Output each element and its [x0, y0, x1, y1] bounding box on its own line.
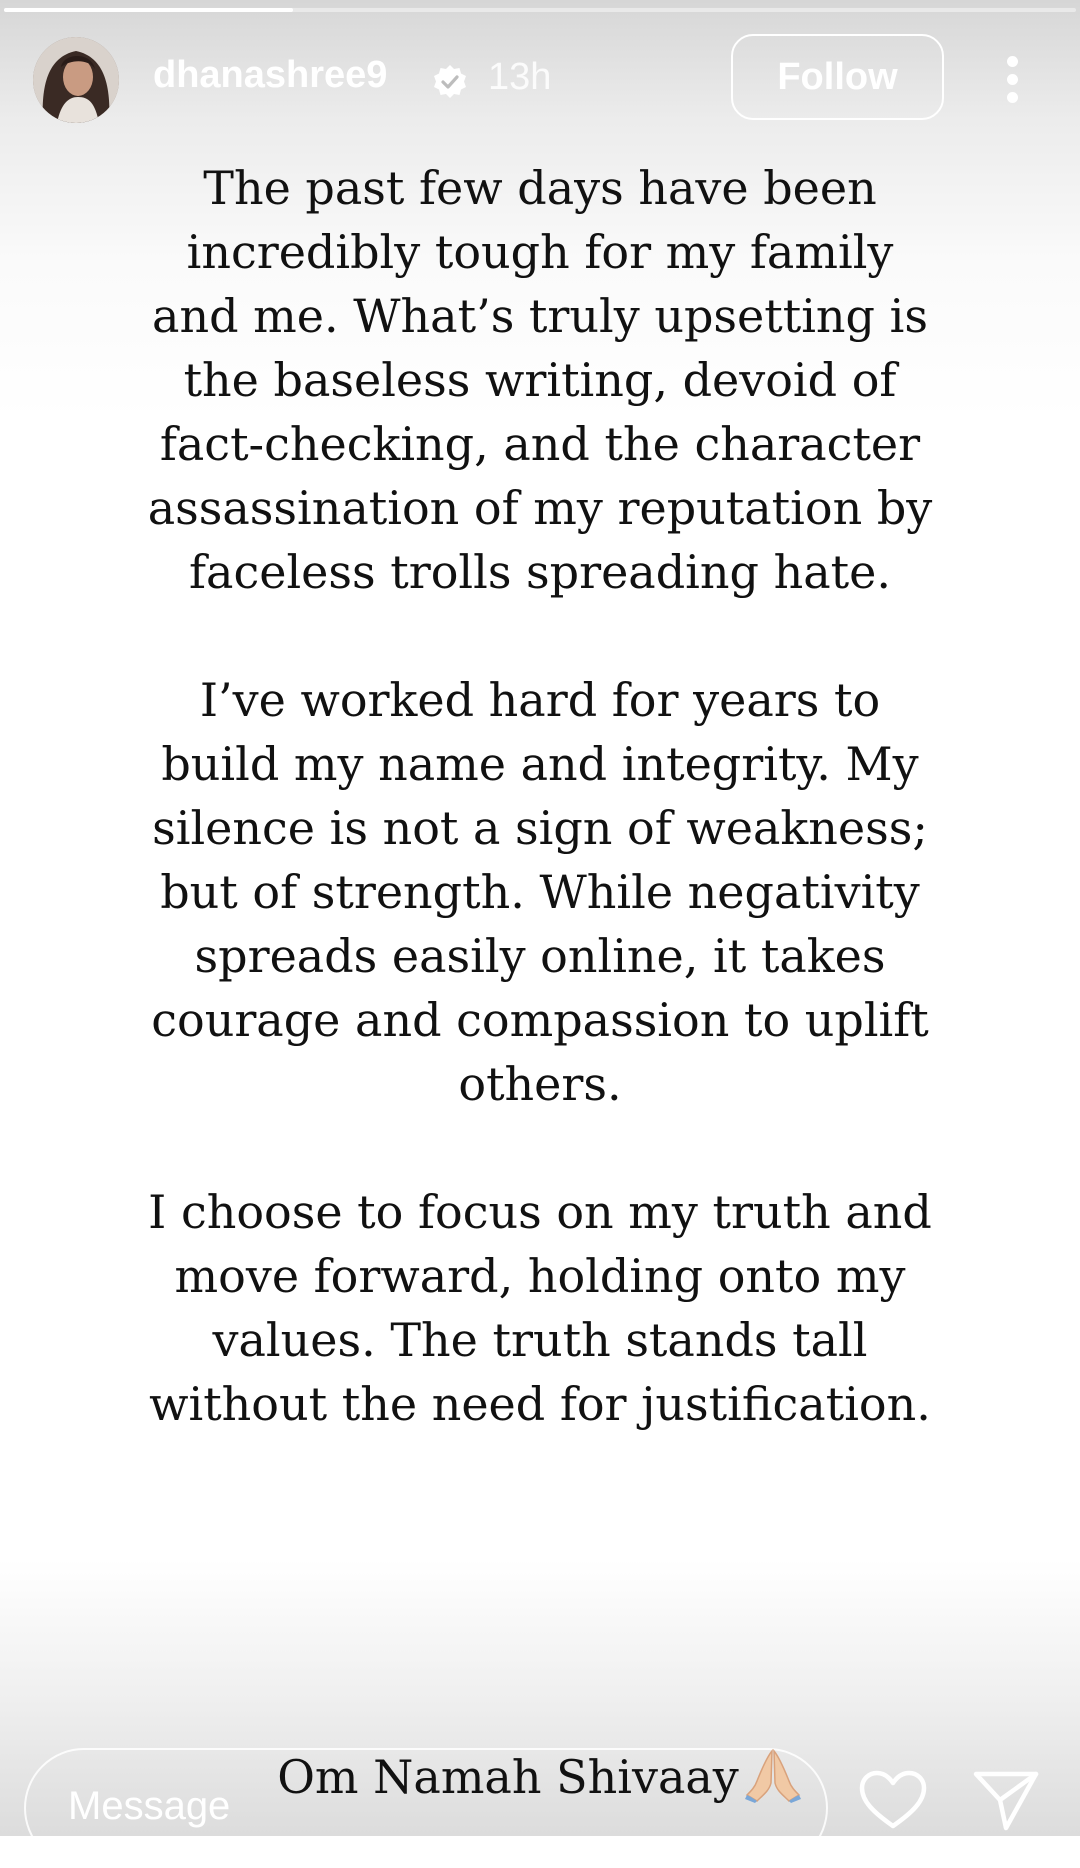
story-paragraph: I choose to focus on my truth and move forward, holding onto my values. The truth stands tall without the need for justification. [148, 1185, 932, 1431]
message-placeholder: Message [68, 1784, 231, 1828]
story-progress-fill [4, 8, 293, 12]
story-paragraph: The past few days have been incredibly tough for my family and me. What’s truly upsetting is the baseless writing, devoid of fact-checking, and the character assassination of my reputation by faceless trolls spreading hate. [147, 161, 933, 599]
folded-hands-icon [743, 1747, 803, 1803]
story-closing-line [140, 1745, 940, 1809]
story-header [0, 30, 1080, 130]
send-icon[interactable] [970, 1766, 1042, 1834]
story-timestamp: 13h [488, 56, 552, 98]
story-text [140, 156, 940, 1436]
verified-badge-icon [432, 64, 468, 100]
heart-icon[interactable] [857, 1768, 929, 1832]
story-paragraph: I’ve worked hard for years to build my name and integrity. My silence is not a sign of weakness; but of strength. While negativity spreads easily online, it takes courage and compassion to uplift others. [151, 673, 929, 1111]
more-options-icon[interactable] [998, 52, 1028, 108]
username[interactable]: dhanashree9 [153, 54, 388, 96]
story-progress-bar [4, 8, 1076, 12]
avatar[interactable] [33, 37, 119, 123]
follow-button[interactable]: Follow [731, 34, 944, 120]
closing-text: Om Namah Shivaay [277, 1750, 739, 1804]
